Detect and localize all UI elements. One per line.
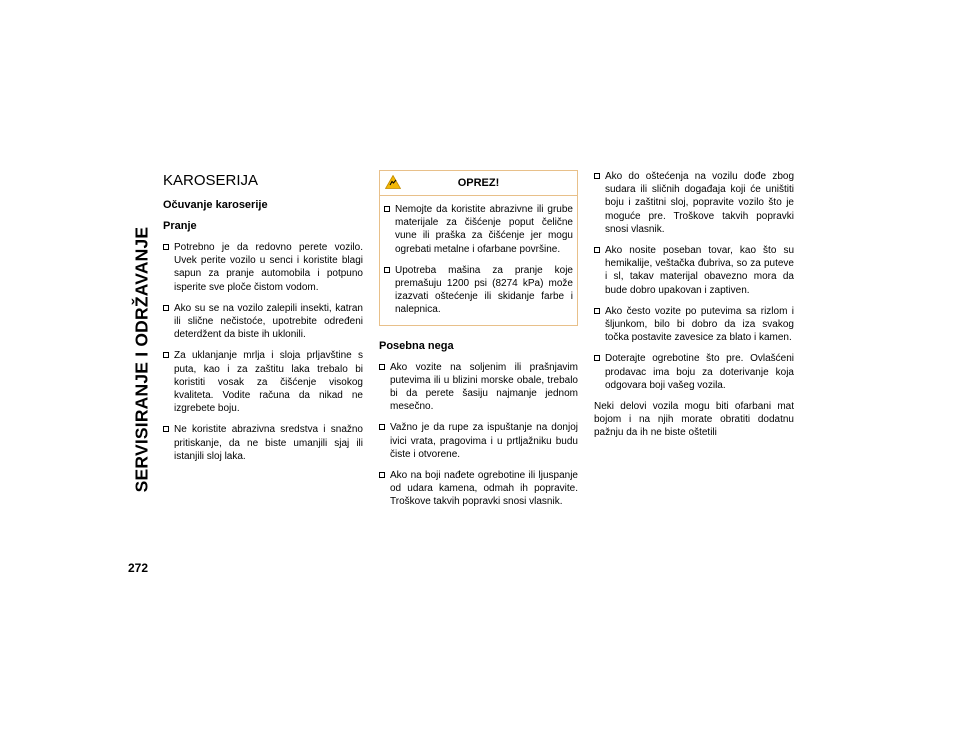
caution-list xyxy=(384,203,573,317)
list-item: Ako na boji nađete ogrebotine ili ljuspanje od udara kamena, odmah ih popravite. Troškove takvih popravki snosi vlasnik. xyxy=(379,469,578,509)
column-2 xyxy=(379,170,578,517)
list-item: Potrebno je da redovno perete vozilo. Uvek perite vozilo u senci i koristite blagi sapun za pranje automobila i potpuno isperite sve ploče čistom vodom. xyxy=(163,241,363,294)
subsubsection-title: Pranje xyxy=(163,220,197,232)
chapter-side-tab xyxy=(128,162,156,557)
list-item: Ako vozite na soljenim ili prašnjavim putevima ili u blizini morske obale, trebalo bi da perete šasiju najmanje jednom mesečno. xyxy=(379,361,578,414)
matte-paint-paragraph: Neki delovi vozila mogu biti ofarbani mat bojom i na njih morate obratiti dodatnu pažnju da ih ne biste oštetili xyxy=(594,401,794,439)
list-item: Upotreba mašina za pranje koje premašuju 1200 psi (8274 kPa) može izazvati oštećenje ili skidanje farbe i nalepnica. xyxy=(384,264,573,317)
bullet-square-icon xyxy=(163,426,169,432)
column-1 xyxy=(163,170,363,471)
special-care-list-continued xyxy=(594,170,794,392)
list-item: Važno je da rupe za ispuštanje na donjoj ivici vrata, pragovima i u prtljažniku budu čiste i otvorene. xyxy=(379,421,578,461)
caution-box xyxy=(379,170,578,326)
list-item: Doterajte ogrebotine što pre. Ovlašćeni prodavac ima boju za doterivanje koja odgovara boji vašeg vozila. xyxy=(594,352,794,392)
caution-title: OPREZ! xyxy=(457,177,500,189)
bullet-square-icon xyxy=(163,244,169,250)
list-item: Nemojte da koristite abrazivne ili grube materijale za čišćenje poput čelične vune ili praška za čišćenje jer mogu ogrebati metalne i ofarbane površine. xyxy=(384,203,573,256)
list-item: Ako često vozite po putevima sa rizlom i šljunkom, bilo bi dobro da iza svakog točka postavite zavesice za blato i kamen. xyxy=(594,305,794,345)
bullet-square-icon xyxy=(379,364,385,370)
washing-list xyxy=(163,241,363,463)
list-item: Ako nosite poseban tovar, kao što su hemikalije, veštačka đubriva, so za puteve i sl, takav materijal obavezno mora da bude dobro upakovan i zaptiven. xyxy=(594,244,794,297)
bullet-square-icon xyxy=(379,424,385,430)
bullet-square-icon xyxy=(379,472,385,478)
chapter-title: SERVISIRANJE I ODRŽAVANJE xyxy=(131,226,152,493)
bullet-square-icon xyxy=(163,305,169,311)
bullet-square-icon xyxy=(384,267,390,273)
page-number: 272 xyxy=(128,561,149,575)
list-item: Za uklanjanje mrlja i sloja prljavštine s puta, kao i za zaštitu laka trebalo bi koristiti vosak za čišćenje visokog kvaliteta. Vodite računa da nikad ne izgrebete boju. xyxy=(163,349,363,415)
subsection-title: Očuvanje karoserije xyxy=(163,199,268,211)
bullet-square-icon xyxy=(594,247,600,253)
bullet-square-icon xyxy=(594,173,600,179)
bullet-square-icon xyxy=(163,352,169,358)
warning-triangle-icon xyxy=(385,175,401,189)
special-care-list xyxy=(379,361,578,509)
bullet-square-icon xyxy=(594,355,600,361)
subsection-title: Posebna nega xyxy=(379,339,454,352)
list-item: Ako su se na vozilo zalepili insekti, katran ili slične nečistoće, upotrebite određeni deterdžent da biste ih uklonili. xyxy=(163,302,363,342)
column-3 xyxy=(594,170,794,440)
bullet-square-icon xyxy=(594,308,600,314)
caution-body xyxy=(380,196,577,317)
caution-header xyxy=(380,171,577,196)
list-item: Ako do oštećenja na vozilu dođe zbog sudara ili sličnih događaja koji će uništiti boju i zaštitni sloj, popravite vozilo što je moguće pre. Troškove takvih popravki snosi vlasnik. xyxy=(594,170,794,236)
bullet-square-icon xyxy=(384,206,390,212)
section-title: KAROSERIJA xyxy=(163,172,259,189)
list-item: Ne koristite abrazivna sredstva i snažno pritiskanje, da ne biste umanjili sjaj ili istanjili sloj laka. xyxy=(163,423,363,463)
